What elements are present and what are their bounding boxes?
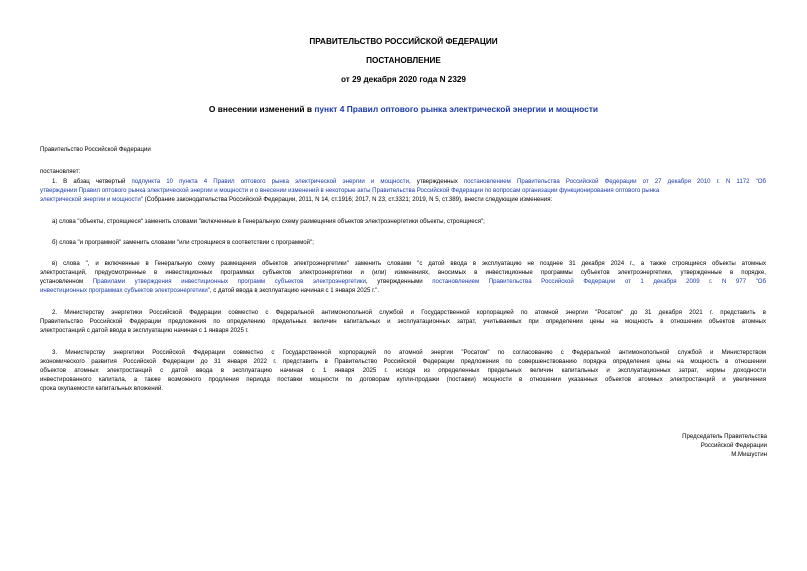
pv-line-4 xyxy=(40,287,766,295)
pv-text-a: установленном xyxy=(40,278,93,285)
p1-text-a: 1. В абзац четвертый xyxy=(52,178,132,185)
pv-link-rules-approval[interactable]: Правилами утверждения инвестиционных программ субъектов электроэнергетики xyxy=(92,278,366,285)
subparagraph-a: а) слова "объекты, строящиеся" заменить словами "включенные в Генеральную схему размещения объектов электроэнергетики объекты, строящиеся"; xyxy=(52,218,485,225)
p1-line-1 xyxy=(40,178,766,186)
signature-block xyxy=(682,432,767,459)
government-heading: ПРАВИТЕЛЬСТВО РОССИЙСКОЙ ФЕДЕРАЦИИ xyxy=(309,37,498,46)
p1-text-b: , утвержденных xyxy=(409,178,464,185)
pv-text-c: , с датой ввода в эксплуатацию начиная с 1 января 2025 г.". xyxy=(209,287,380,294)
p3-line-3: объектов атомных электростанций с датой ввода в эксплуатацию начиная с 1 января 2025 г. исходя из определенных предельных величин капитальных и эксплуатационных затрат, нормы доходности xyxy=(40,367,766,374)
preamble-government: Правительство Российской Федерации xyxy=(40,146,151,153)
subparagraph-b: б) слова "и программой" заменить словами "или строящиеся в соответствии с программой"; xyxy=(52,239,314,246)
document-title xyxy=(0,104,807,114)
p1-line-3 xyxy=(40,196,766,204)
pv-line-1: в) слова ", и включенные в Генеральную схему размещения объектов электроэнергетики" заменить словами "с датой ввода в эксплуатацию не позднее 31 декабря 2024 г., а также строящиеся объекты атомных xyxy=(52,260,766,267)
signature-country: Российской Федерации xyxy=(700,442,767,449)
pv-link-decree-977[interactable]: постановлением Правительства Российской Федерации от 1 декабря 2009 г. N 977 "Об xyxy=(432,278,766,285)
p1-line-2 xyxy=(40,187,766,195)
preamble-decrees: постановляет: xyxy=(40,168,81,175)
pv-line-2: электростанций, предусмотренные в инвестиционных программах субъектов электроэнергетики и (или) изменениях, вносимых в инвестиционные программы субъектов электроэнергетики, утвержденные в порядке, xyxy=(40,269,766,276)
pv-line-3 xyxy=(40,278,766,286)
pv-text-b: , утвержденными xyxy=(365,278,433,285)
p2-line-2: Правительство Российской Федерации предложения по определению предельных величин капитальных и эксплуатационных затрат, учитываемых при определении цены на мощность в отношении объектов атомных xyxy=(40,318,766,325)
title-prefix: О внесении изменений в xyxy=(208,104,315,114)
p3-line-4: инвестированного капитала, а также возможного продления периода поставки мощности по договорам купли-продажи (поставки) мощности в отношении указанных объектов атомных электростанций и увеличения xyxy=(40,376,766,383)
document-type-heading: ПОСТАНОВЛЕНИЕ xyxy=(366,56,441,65)
p3-line-2: экономического развития Российской Федерации до 31 января 2022 г. представить в Правительство Российской Федерации предложения по совершенствованию порядка определения цены на мощность в отношении xyxy=(40,358,766,365)
date-number-heading: от 29 декабря 2020 года N 2329 xyxy=(341,75,466,84)
p2-line-3: электростанций с датой ввода в эксплуатацию начиная с 1 января 2025 г. xyxy=(40,327,249,334)
pv-link-decree-977-end[interactable]: инвестиционных программах субъектов электроэнергетики" xyxy=(40,287,210,294)
p1-link-decree-1172[interactable]: постановлением Правительства Российской Федерации от 27 декабря 2010 г. N 1172 "Об xyxy=(463,178,766,185)
p1-link-decree-1172-end[interactable]: электрической энергии и мощности" xyxy=(40,196,143,203)
p1-text-c: (Собрание законодательства Российской Федерации, 2011, N 14, ст.1916; 2017, N 23, ст.3321; 2019, N 5, ст.389), внести следующие изменения: xyxy=(142,196,553,203)
p3-line-1: 3. Министерству энергетики Российской Федерации совместно с Государственной корпорацией по атомной энергии "Росатом" по согласованию с Федеральной антимонопольной службой и Министерством xyxy=(52,349,766,356)
p2-line-1: 2. Министерству энергетики Российской Федерации совместно с Федеральной антимонопольной службой и Государственной корпорацией по атомной энергии "Росатом" до 31 декабря 2021 г. представить в xyxy=(52,309,766,316)
signature-name: М.Мишустин xyxy=(731,451,767,458)
signature-position: Председатель Правительства xyxy=(682,433,767,440)
p1-link-rules[interactable]: подпункта 10 пункта 4 Правил оптового рынка электрической энергии и мощности xyxy=(131,178,409,185)
p3-line-5: срока окупаемости капитальных вложений. xyxy=(40,385,164,392)
p1-link-decree-1172-cont[interactable]: утверждении Правил оптового рынка электрической энергии и мощности и о внесении изменений в некоторые акты Правительства Российской Федерации по вопросам организации функционирования оптового рынка xyxy=(40,187,660,194)
title-link[interactable]: пункт 4 Правил оптового рынка электрической энергии и мощности xyxy=(314,104,599,114)
